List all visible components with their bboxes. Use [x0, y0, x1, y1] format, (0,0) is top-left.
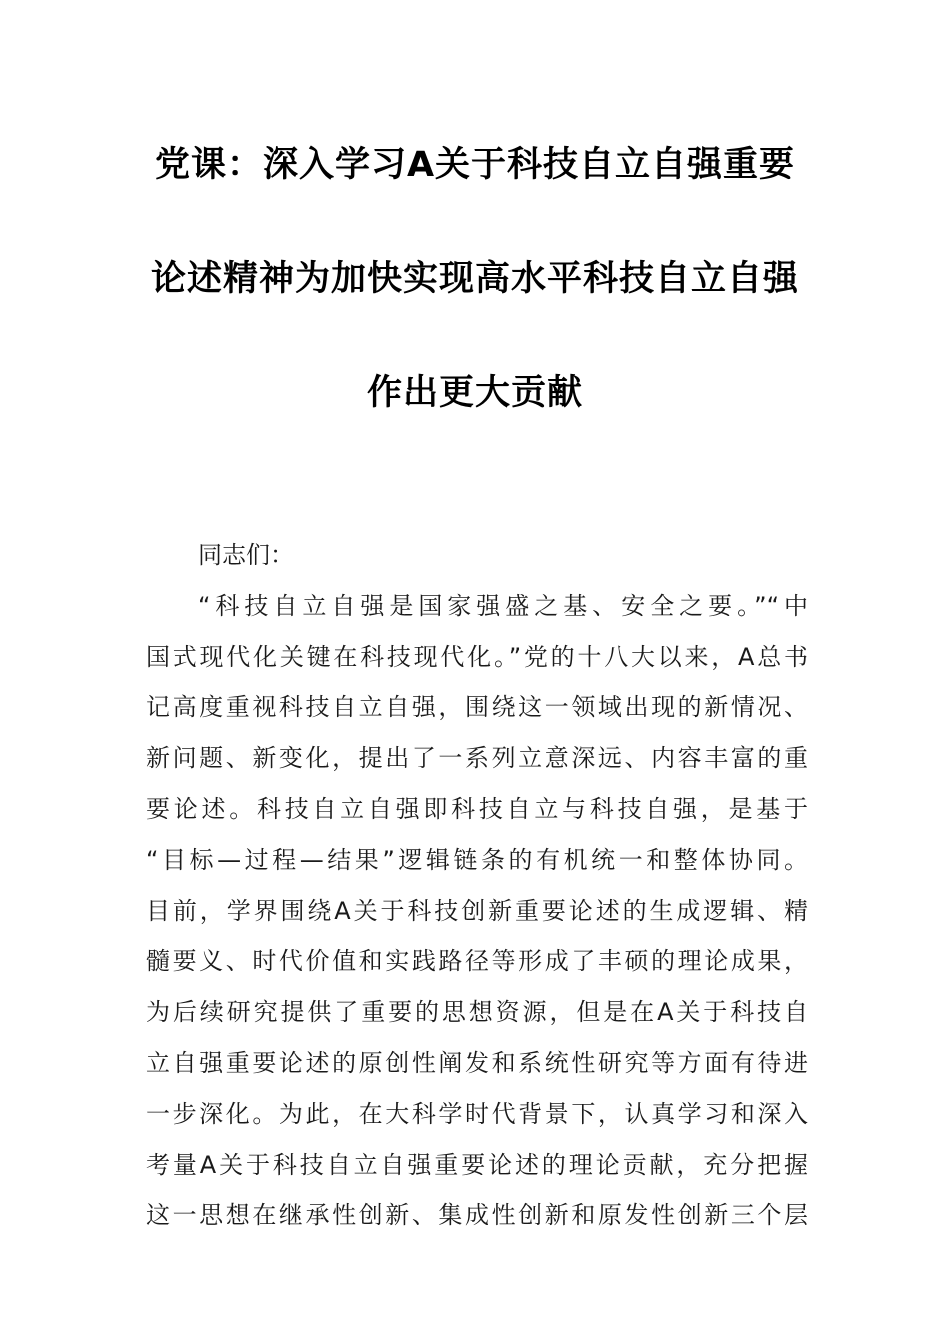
- body-line: 考量A关于科技自立自强重要论述的理论贡献，充分把握: [146, 1150, 808, 1179]
- body-line: 一步深化。为此，在大科学时代背景下，认真学习和深入: [146, 1099, 808, 1128]
- document-title: [120, 145, 830, 490]
- body-line: 要论述。科技自立自强即科技自立与科技自强，是基于: [146, 794, 808, 823]
- body-line: “科技自立自强是国家强盛之基、安全之要。”“中: [198, 591, 808, 620]
- body-line: 记高度重视科技自立自强，围绕这一领域出现的新情况、: [146, 693, 808, 722]
- body-line: 为后续研究提供了重要的思想资源，但是在A关于科技自: [146, 998, 808, 1027]
- title-line-2: 论述精神为加快实现高水平科技自立自强: [150, 259, 799, 299]
- body-line: 新问题、新变化，提出了一系列立意深远、内容丰富的重: [146, 744, 808, 773]
- body-line: 这一思想在继承性创新、集成性创新和原发性创新三个层: [146, 1201, 808, 1230]
- title-line-3: 作出更大贡献: [366, 373, 583, 413]
- body-line: “目标—过程—结果”逻辑链条的有机统一和整体协同。: [146, 845, 808, 874]
- body-line: 国式现代化关键在科技现代化。”党的十八大以来，A总书: [146, 642, 808, 671]
- title-line-1: 党课：深入学习A关于科技自立自强重要: [154, 145, 796, 185]
- document-body: [146, 530, 808, 1241]
- body-line: 髓要义、时代价值和实践路径等形成了丰硕的理论成果，: [146, 947, 808, 976]
- body-line: 立自强重要论述的原创性阐发和系统性研究等方面有待进: [146, 1048, 808, 1077]
- body-line: 目前，学界围绕A关于科技创新重要论述的生成逻辑、精: [146, 896, 808, 925]
- salutation: 同志们：: [198, 541, 294, 569]
